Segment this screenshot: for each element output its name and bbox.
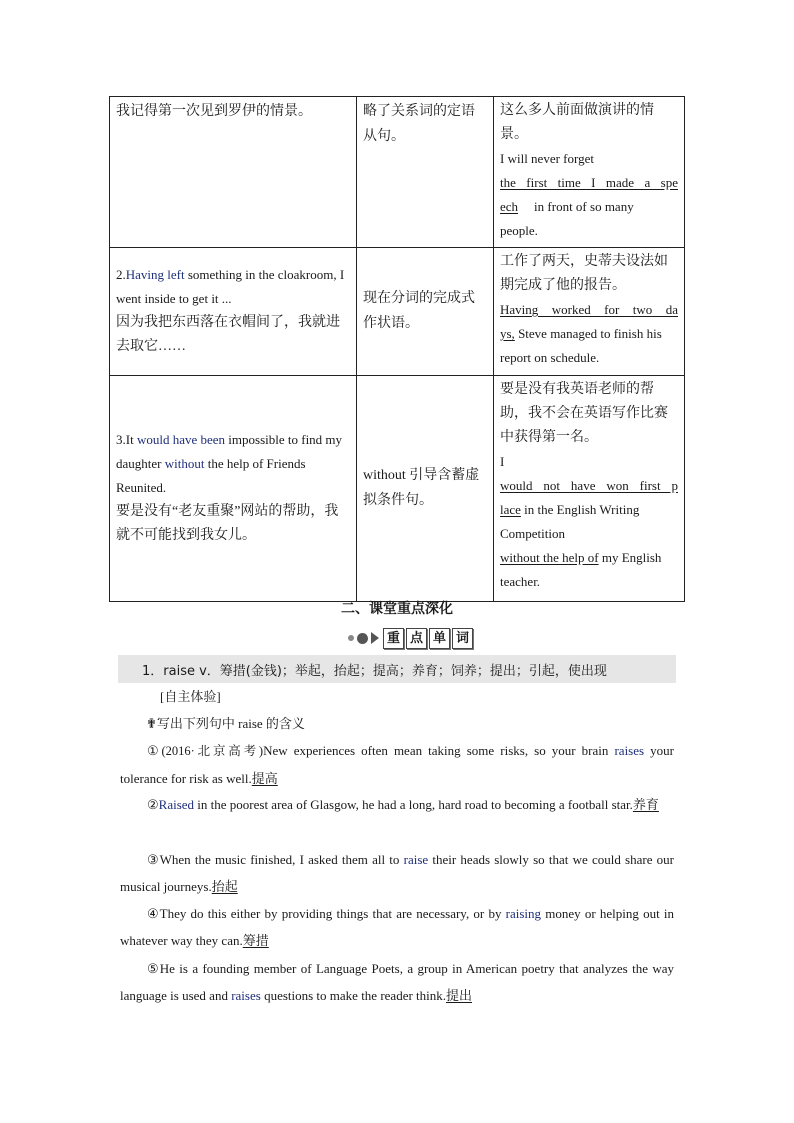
keyword: would have been xyxy=(136,431,226,447)
table-row xyxy=(110,376,685,602)
practice-answer: would not have won first p xyxy=(500,478,678,493)
example-sentence xyxy=(120,900,674,954)
example-english: impossible to find my daughter xyxy=(116,431,343,471)
grammar-table xyxy=(109,96,685,602)
example-sentence xyxy=(120,955,674,1009)
banner-char: 单 xyxy=(429,628,450,649)
sentence-text: New experiences often mean taking some risks, so your brain xyxy=(263,743,615,758)
banner-char: 重 xyxy=(383,628,404,649)
example-chinese: 要是没有“老友重聚”网站的帮助，我就不可能找到我女儿。 xyxy=(116,503,339,543)
table-cell-rule xyxy=(357,248,494,376)
example-sentence xyxy=(120,791,674,818)
practice-answer: Having worked for two da xyxy=(500,302,678,317)
example-chinese: 因为我把东西落在衣帽间了，我就进去取它…… xyxy=(116,314,340,354)
dot-icon xyxy=(357,633,368,644)
banner-char: 词 xyxy=(452,628,473,649)
sentence-number: ⑤ xyxy=(147,961,160,976)
practice-chinese: 要是没有我英语老师的帮助，我不会在英语写作比赛中获得第一名。 xyxy=(500,382,668,445)
section-banner xyxy=(348,626,475,650)
practice-answer: the first time I made a spe xyxy=(500,175,678,190)
sentence-text: He is a founding member of Language Poets, a group in American poetry that analyzes the way language is used and xyxy=(120,961,675,1003)
practice-english: I will never forget xyxy=(500,151,594,166)
practice-chinese: 工作了两天，史蒂夫设法如期完成了他的报告。 xyxy=(500,254,668,293)
sentence-text: your tolerance for risk as well. xyxy=(120,743,674,786)
sentence-text: They do this either by providing things that are necessary, or by xyxy=(159,906,506,921)
instruction: ✟写出下列句中 raise 的含义 xyxy=(146,716,305,731)
example-english: the help of Friends Reunited. xyxy=(116,455,306,495)
table-cell-rule xyxy=(357,97,494,248)
sentence-number: ③ xyxy=(147,852,160,867)
practice-chinese: 这么多人前面做演讲的情景。 xyxy=(500,103,654,142)
keyword: raising xyxy=(505,906,542,921)
table-cell-practice xyxy=(494,376,685,602)
table-cell-example xyxy=(110,248,357,376)
sentence-number: ④ xyxy=(147,906,160,921)
practice-english: in front of so many xyxy=(534,199,634,214)
sentence-number: ② xyxy=(147,797,159,812)
grammar-rule: without 引导含蓄虚拟条件句。 xyxy=(363,467,480,508)
example-english: 3.It xyxy=(116,431,137,447)
sentence-text: in the poorest area of Glasgow, he had a long, hard road to becoming a football star. xyxy=(194,797,633,812)
answer: 养育 xyxy=(632,797,659,812)
answer: 提高 xyxy=(251,771,278,786)
practice-answer: lace xyxy=(500,502,521,517)
practice-answer: ys, xyxy=(500,326,515,341)
sentence-text: money or helping out in whatever way they can. xyxy=(120,906,675,948)
keyword: Having left xyxy=(125,266,185,282)
self-check-label: [自主体验] xyxy=(160,689,221,704)
practice-english: I xyxy=(500,454,505,469)
example-chinese: 我记得第一次见到罗伊的情景。 xyxy=(116,104,312,119)
keyword: Raised xyxy=(158,797,195,812)
practice-answer: ech xyxy=(500,199,519,214)
practice-answer: without the help of xyxy=(500,550,599,565)
sentence-text: questions to make the reader think. xyxy=(260,988,447,1003)
arrow-icon xyxy=(371,632,379,644)
practice-english: Steve managed to finish his report on schedule. xyxy=(500,326,662,365)
sentence-source: (2016·北京高考) xyxy=(161,744,264,758)
keyword: raises xyxy=(614,743,645,758)
example-sentence xyxy=(120,737,674,792)
example-sentence xyxy=(120,846,674,900)
table-cell-practice xyxy=(494,248,685,376)
section-title: 二、课堂重点深化 xyxy=(341,601,453,617)
grammar-rule: 略了关系词的定语从句。 xyxy=(363,104,475,144)
sentence-number: ① xyxy=(147,743,162,758)
table-cell-practice xyxy=(494,97,685,248)
table-cell-example xyxy=(110,97,357,248)
table-row xyxy=(110,248,685,376)
practice-english: my English teacher. xyxy=(500,550,662,589)
keyword: raises xyxy=(231,988,261,1003)
grammar-rule: 现在分词的完成式作状语。 xyxy=(363,290,475,331)
word-entry-bar xyxy=(118,655,676,683)
table-row xyxy=(110,97,685,248)
table-cell-rule xyxy=(357,376,494,602)
practice-english: in the English Writing Competition xyxy=(500,502,640,541)
sentence-text: their heads slowly so that we could share our musical journeys. xyxy=(120,852,675,894)
word-entry: 1．raise v．筹措(金钱)；举起，抬起；提高；养育；饲养；提出；引起，使出现 xyxy=(142,664,607,679)
example-english: something in the cloakroom, I went inside to get it ... xyxy=(116,266,345,306)
table-cell-example xyxy=(110,376,357,602)
banner-char: 点 xyxy=(406,628,427,649)
sentence-text: When the music finished, I asked them all to xyxy=(159,852,404,867)
answer: 抬起 xyxy=(211,879,238,894)
example-number: 2. xyxy=(116,266,126,282)
keyword: raise xyxy=(403,852,429,867)
answer: 筹措 xyxy=(242,933,269,948)
dot-icon xyxy=(348,635,354,641)
keyword: without xyxy=(164,455,205,471)
practice-english: people. xyxy=(500,223,538,238)
answer: 提出 xyxy=(446,988,473,1003)
